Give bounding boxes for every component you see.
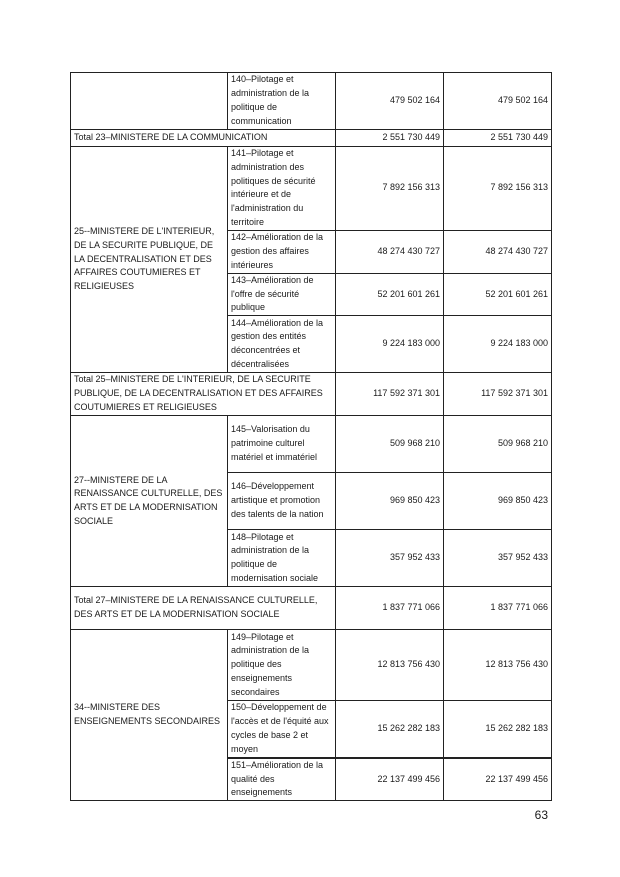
amount-cell: 2 551 730 449 bbox=[444, 130, 552, 147]
amount-cell: 15 262 282 183 bbox=[336, 701, 444, 758]
table-row bbox=[71, 630, 552, 701]
amount-cell: 7 892 156 313 bbox=[336, 147, 444, 231]
total-label: Total 25–MINISTERE DE L'INTERIEUR, DE LA SECURITE PUBLIQUE, DE LA DECENTRALISATION ET DES AFFAIRES COUTUMIERES ET RELIGIEUSES bbox=[71, 373, 336, 416]
ministry-cell: 27--MINISTERE DE LA RENAISSANCE CULTURELLE, DES ARTS ET DE LA MODERNISATION SOCIALE bbox=[71, 416, 228, 587]
program-cell: 145–Valorisation du patrimoine culturel matériel et immatériel bbox=[228, 416, 336, 473]
amount-cell: 357 952 433 bbox=[336, 530, 444, 587]
page-number: 63 bbox=[534, 808, 548, 822]
program-cell: 148–Pilotage et administration de la politique de modernisation sociale bbox=[228, 530, 336, 587]
amount-cell: 117 592 371 301 bbox=[336, 373, 444, 416]
amount-cell: 969 850 423 bbox=[336, 473, 444, 530]
total-row bbox=[71, 587, 552, 630]
ministry-cell: 25--MINISTERE DE L'INTERIEUR, DE LA SECURITE PUBLIQUE, DE LA DECENTRALISATION ET DES AFFAIRES COUTUMIERES ET RELIGIEUSES bbox=[71, 147, 228, 373]
program-cell: 149–Pilotage et administration de la politique des enseignements secondaires bbox=[228, 630, 336, 701]
total-label: Total 23–MINISTERE DE LA COMMUNICATION bbox=[71, 130, 336, 147]
amount-cell: 479 502 164 bbox=[336, 73, 444, 130]
program-cell: 141–Pilotage et administration des politiques de sécurité intérieure et de l'administration du territoire bbox=[228, 147, 336, 231]
amount-cell: 9 224 183 000 bbox=[444, 316, 552, 373]
amount-cell: 12 813 756 430 bbox=[336, 630, 444, 701]
amount-cell: 7 892 156 313 bbox=[444, 147, 552, 231]
program-cell: 151–Amélioration de la qualité des enseignements bbox=[228, 758, 336, 801]
program-cell: 142–Amélioration de la gestion des affaires intérieures bbox=[228, 230, 336, 273]
amount-cell: 48 274 430 727 bbox=[444, 230, 552, 273]
amount-cell: 357 952 433 bbox=[444, 530, 552, 587]
budget-table bbox=[70, 72, 552, 801]
amount-cell: 969 850 423 bbox=[444, 473, 552, 530]
total-label: Total 27–MINISTERE DE LA RENAISSANCE CULTURELLE, DES ARTS ET DE LA MODERNISATION SOCIALE bbox=[71, 587, 336, 630]
ministry-cell-empty bbox=[71, 73, 228, 130]
amount-cell: 22 137 499 456 bbox=[336, 758, 444, 801]
amount-cell: 15 262 282 183 bbox=[444, 701, 552, 758]
program-cell: 150–Développement de l'accès et de l'équité aux cycles de base 2 et moyen bbox=[228, 701, 336, 758]
total-row bbox=[71, 130, 552, 147]
amount-cell: 509 968 210 bbox=[336, 416, 444, 473]
amount-cell: 117 592 371 301 bbox=[444, 373, 552, 416]
amount-cell: 22 137 499 456 bbox=[444, 758, 552, 801]
amount-cell: 9 224 183 000 bbox=[336, 316, 444, 373]
amount-cell: 509 968 210 bbox=[444, 416, 552, 473]
program-cell: 140–Pilotage et administration de la politique de communication bbox=[228, 73, 336, 130]
total-row bbox=[71, 373, 552, 416]
amount-cell: 12 813 756 430 bbox=[444, 630, 552, 701]
ministry-cell: 34--MINISTERE DES ENSEIGNEMENTS SECONDAIRES bbox=[71, 630, 228, 801]
table-row bbox=[71, 147, 552, 231]
table-row bbox=[71, 416, 552, 473]
amount-cell: 1 837 771 066 bbox=[336, 587, 444, 630]
program-cell: 146–Développement artistique et promotion des talents de la nation bbox=[228, 473, 336, 530]
program-cell: 144–Amélioration de la gestion des entités déconcentrées et décentralisées bbox=[228, 316, 336, 373]
table-row bbox=[71, 73, 552, 130]
amount-cell: 479 502 164 bbox=[444, 73, 552, 130]
amount-cell: 1 837 771 066 bbox=[444, 587, 552, 630]
program-cell: 143–Amélioration de l'offre de sécurité publique bbox=[228, 273, 336, 315]
amount-cell: 2 551 730 449 bbox=[336, 130, 444, 147]
amount-cell: 52 201 601 261 bbox=[444, 273, 552, 315]
amount-cell: 52 201 601 261 bbox=[336, 273, 444, 315]
amount-cell: 48 274 430 727 bbox=[336, 230, 444, 273]
